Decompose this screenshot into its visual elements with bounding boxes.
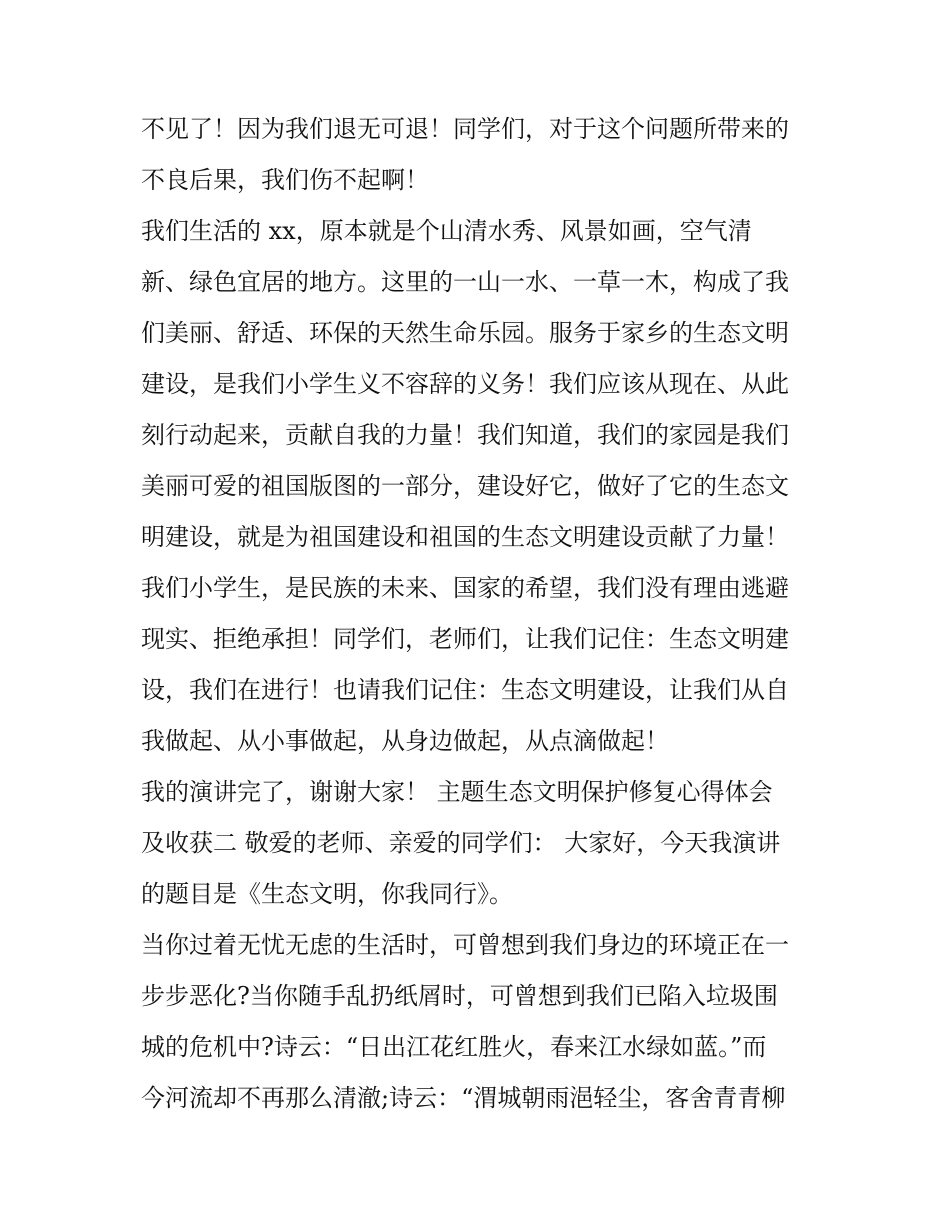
text-line: 我们小学生，是民族的未来、国家的希望，我们没有理由逃避 xyxy=(141,574,789,602)
text-line: 步步恶化?当你随手乱扔纸屑时，可曾想到我们已陷入垃圾围 xyxy=(141,982,778,1010)
text-line: 新、绿色宜居的地方。这里的一山一水、一草一木，构成了我 xyxy=(141,268,789,296)
text-line: 美丽可爱的祖国版图的一部分，建设好它，做好了它的生态文 xyxy=(141,472,789,500)
text-line: 我们生活的 xx，原本就是个山清水秀、风景如画，空气清 xyxy=(141,217,752,245)
text-line: 我做起、从小事做起，从身边做起，从点滴做起！ xyxy=(141,727,669,755)
text-line: 设，我们在进行！也请我们记住：生态文明建设，让我们从自 xyxy=(141,676,789,704)
text-line: 城的危机中?诗云：“日出江花红胜火，春来江水绿如蓝。”而 xyxy=(141,1033,767,1061)
text-line: 我的演讲完了，谢谢大家！ 主题生态文明保护修复心得体会 xyxy=(141,778,773,806)
text-line: 刻行动起来，贡献自我的力量！我们知道，我们的家园是我们 xyxy=(141,421,789,449)
text-line: 明建设，就是为祖国建设和祖国的生态文明建设贡献了力量！ xyxy=(141,523,789,551)
text-line: 今河流却不再那么清澈;诗云：“渭城朝雨浥轻尘，客舍青青柳 xyxy=(141,1084,786,1112)
text-line: 及收获二 敬爱的老师、亲爱的同学们： 大家好，今天我演讲 xyxy=(141,829,781,857)
document-body xyxy=(141,104,821,1124)
text-line: 现实、拒绝承担！同学们，老师们，让我们记住：生态文明建 xyxy=(141,625,789,653)
text-line: 的题目是《生态文明，你我同行》。 xyxy=(141,880,513,908)
text-line: 们美丽、舒适、环保的天然生命乐园。服务于家乡的生态文明 xyxy=(141,319,789,347)
text-line: 不见了！因为我们退无可退！同学们，对于这个问题所带来的 xyxy=(141,115,789,143)
text-line: 建设，是我们小学生义不容辞的义务！我们应该从现在、从此 xyxy=(141,370,789,398)
text-line: 当你过着无忧无虑的生活时，可曾想到我们身边的环境正在一 xyxy=(141,931,789,959)
text-line: 不良后果，我们伤不起啊！ xyxy=(141,166,429,194)
